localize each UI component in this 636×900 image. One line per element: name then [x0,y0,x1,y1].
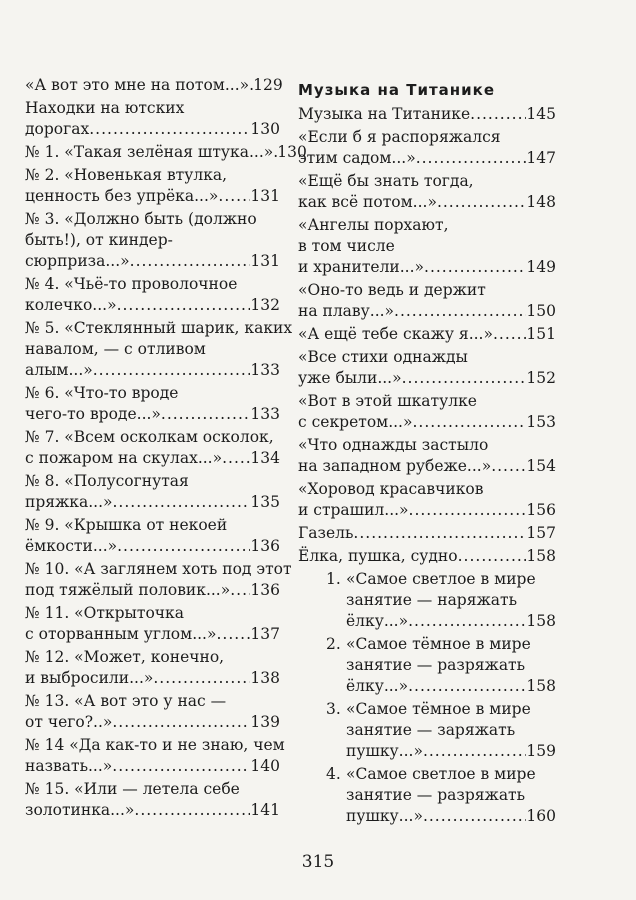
toc-entry [298,479,556,521]
entry-title-line: занятие — разряжать [346,786,526,804]
entry-title-line: № 11. «Открыточка [25,604,184,622]
dot-leader [423,741,526,762]
toc-entry [298,546,556,567]
toc-subentry [298,764,556,827]
dot-leader [112,492,250,513]
entry-title-line: «Ангелы порхают, [298,216,449,234]
dot-leader [153,668,250,689]
entry-title-line: с пожаром на скулах...» [25,449,223,467]
dot-leader [230,580,250,601]
entry-title-line: № 4. «Чьё-то проволочное [25,275,238,293]
entry-page-number: 158 [526,677,556,695]
dot-leader [408,676,526,697]
dot-leader [470,104,526,125]
entry-title-line: Газель [298,524,354,542]
toc-entry [25,691,280,733]
entry-title-line: ёлку...» [346,677,409,695]
dot-leader [493,324,526,345]
toc-entry [25,515,280,557]
entry-title-line: чего-то вроде...» [25,405,161,423]
entry-page-number: 132 [250,296,280,314]
entry-title-line: и хранители...» [298,258,425,276]
toc-subentry [298,569,556,632]
entry-title-line: назвать...» [25,757,113,775]
toc-entry [298,347,556,389]
entry-page-number: 134 [250,449,280,467]
toc-entry [25,142,307,163]
toc-subentry [298,699,556,762]
dot-leader [216,624,250,645]
entry-title-line: «Что однажды застыло [298,436,489,454]
entry-title-line: занятие — наряжать [346,591,518,609]
entry-title-line: «Все стихи однажды [298,348,468,366]
toc-entry [298,435,556,477]
entry-title-line: в том числе [298,237,395,255]
subentry-number: 1. [326,570,341,588]
entry-title-line: ёлку...» [346,612,409,630]
entry-title-line: с оторванным углом...» [25,625,217,643]
toc-entry [298,280,556,322]
dot-leader [423,806,526,827]
entry-title-line: пушку...» [346,807,423,825]
dot-leader [117,536,250,557]
entry-page-number: 152 [526,369,556,387]
dot-leader [112,712,250,733]
entry-page-number: 159 [526,742,556,760]
toc-entry [298,104,556,125]
dot-leader [93,360,251,381]
entry-title-line: Музыка на Титанике [298,105,471,123]
toc-entry [298,324,556,345]
entry-page-number: 158 [526,547,556,565]
dot-leader [424,257,526,278]
toc-entry [25,318,293,381]
entry-title-line: уже были...» [298,369,402,387]
entry-title-line: № 6. «Что-то вроде [25,384,179,402]
entry-page-number: 131 [250,187,280,205]
toc-entry [25,603,280,645]
toc-entry [25,383,280,425]
toc-entry [25,779,280,821]
entry-title-line: этим садом...» [298,149,416,167]
entry-page-number: 139 [250,713,280,731]
entry-page-number: 133 [250,405,280,423]
toc-entry [298,391,556,433]
left-column [25,75,307,821]
entry-title-line: занятие — заряжать [346,721,516,739]
entry-title-line: № 13. «А вот это у нас — [25,692,227,710]
toc-entry [25,209,280,272]
entry-title-line: № 9. «Крышка от некоей [25,516,228,534]
entry-title-line: алым...» [25,361,93,379]
entry-title-line: № 5. «Стеклянный шарик, каких [25,319,293,337]
entry-title-line: «Самое тёмное в мире [346,635,531,653]
entry-page-number: 151 [526,325,556,343]
dot-leader [416,148,527,169]
entry-title-line: пряжка...» [25,493,113,511]
entry-title-line: ценность без упрёка...» [25,187,219,205]
entry-page-number: 154 [526,457,556,475]
toc-entry [25,427,280,469]
entry-title-line: «Если б я распоряжался [298,128,501,146]
entry-title-line: с секретом...» [298,413,413,431]
entry-title-line: № 8. «Полусогнутая [25,472,189,490]
entry-page-number: 138 [250,669,280,687]
toc-subentry [298,634,556,697]
page-number: 315 [301,852,335,872]
entry-page-number: 140 [250,757,280,775]
dot-leader [491,456,526,477]
right-column [298,75,556,827]
entry-title-line: колечко...» [25,296,117,314]
toc-entry [298,523,556,544]
entry-page-number: 156 [526,501,556,519]
entry-page-number: 157 [526,524,556,542]
toc-entry [25,647,280,689]
entry-title-line: золотинка...» [25,801,135,819]
entry-page-number: 160 [526,807,556,825]
toc-entry [25,274,280,316]
entry-title-line: занятие — разряжать [346,656,526,674]
entry-title-line: Ёлка, пушка, судно [298,547,458,565]
entry-title-line: навалом, — с отливом [25,340,206,358]
dot-leader [161,404,251,425]
toc-entry [25,165,280,207]
entry-title-line: «А ещё тебе скажу я...» [298,325,493,343]
toc-entry [298,171,556,213]
entry-title-line: и страшил...» [298,501,409,519]
entry-title-line: дорогах [25,120,90,138]
entry-page-number: 153 [526,413,556,431]
dot-leader [437,192,526,213]
entry-page-number: 137 [250,625,280,643]
entry-title-line: № 14 «Да как-то и не знаю, чем [25,736,285,754]
entry-title-line: «Самое тёмное в мире [346,700,531,718]
dot-leader [458,546,527,567]
entry-page-number: 130 [250,120,280,138]
right-entries [298,104,556,567]
dot-leader [89,119,250,140]
entry-page-number: 150 [526,302,556,320]
section-heading: Музыка на Титанике [298,81,496,99]
entry-title-line: на западном рубеже...» [298,457,492,475]
entry-page-number: 147 [526,149,556,167]
entry-title-line: сюрприза...» [25,252,130,270]
dot-leader [134,800,250,821]
entry-page-number: 136 [250,581,280,599]
dot-leader [409,500,527,521]
entry-page-number: 131 [250,252,280,270]
subentry-number: 3. [326,700,341,718]
entry-title-line: «Самое светлое в мире [346,570,536,588]
dot-leader [412,412,526,433]
entry-page-number: 129 [253,76,283,94]
entry-title-line: «Оно-то ведь и держит [298,281,486,299]
toc-entry [25,559,292,601]
dot-leader [408,611,526,632]
entry-title-line: № 15. «Или — летела себе [25,780,240,798]
entry-title-line: № 2. «Новенькая втулка, [25,166,228,184]
dot-leader [222,448,250,469]
entry-title-line: «Самое светлое в мире [346,765,536,783]
entry-page-number: 141 [250,801,280,819]
dot-leader [402,368,527,389]
toc-entry [25,98,280,140]
entry-title-line: от чего?..» [25,713,113,731]
entry-title-line: пушку...» [346,742,423,760]
entry-page-number: 158 [526,612,556,630]
entry-page-number: 135 [250,493,280,511]
entry-title-line: № 7. «Всем осколкам осколок, [25,428,274,446]
entry-title-line: ёмкости...» [25,537,118,555]
entry-title-line: «А вот это мне на потом...» [25,76,250,94]
toc-entry [25,471,280,513]
entry-page-number: 133 [250,361,280,379]
entry-title-line: на плаву...» [298,302,395,320]
subentry-number: 2. [326,635,341,653]
entry-title-line: «Ещё бы знать тогда, [298,172,474,190]
dot-leader [353,523,526,544]
entry-page-number: 145 [526,105,556,123]
entry-title-line: и выбросили...» [25,669,154,687]
toc-entry [25,75,283,96]
toc-entry [298,127,556,169]
entry-title-line: № 3. «Должно быть (должно [25,210,257,228]
dot-leader [112,756,250,777]
dot-leader [130,251,251,272]
entry-title-line: Находки на ютских [25,99,185,117]
entry-page-number: 149 [526,258,556,276]
right-sub-entries [298,569,556,827]
entry-title-line: быть!), от киндер- [25,231,173,249]
dot-leader [218,186,250,207]
entry-title-line: № 10. «А заглянем хоть под этот [25,560,292,578]
toc-entry [25,735,285,777]
entry-title-line: «Хоровод красавчиков [298,480,484,498]
entry-title-line: под тяжёлый половик...» [25,581,231,599]
entry-title-line: как всё потом...» [298,193,437,211]
toc-entry [298,215,556,278]
dot-leader [394,301,526,322]
subentry-number: 4. [326,765,341,783]
entry-page-number: 136 [250,537,280,555]
entry-title-line: «Вот в этой шкатулке [298,392,477,410]
entry-page-number: 130 [277,143,307,161]
entry-title-line: № 12. «Может, конечно, [25,648,225,666]
dot-leader [117,295,251,316]
entry-page-number: 148 [526,193,556,211]
entry-title-line: № 1. «Такая зелёная штука...» [25,143,274,161]
